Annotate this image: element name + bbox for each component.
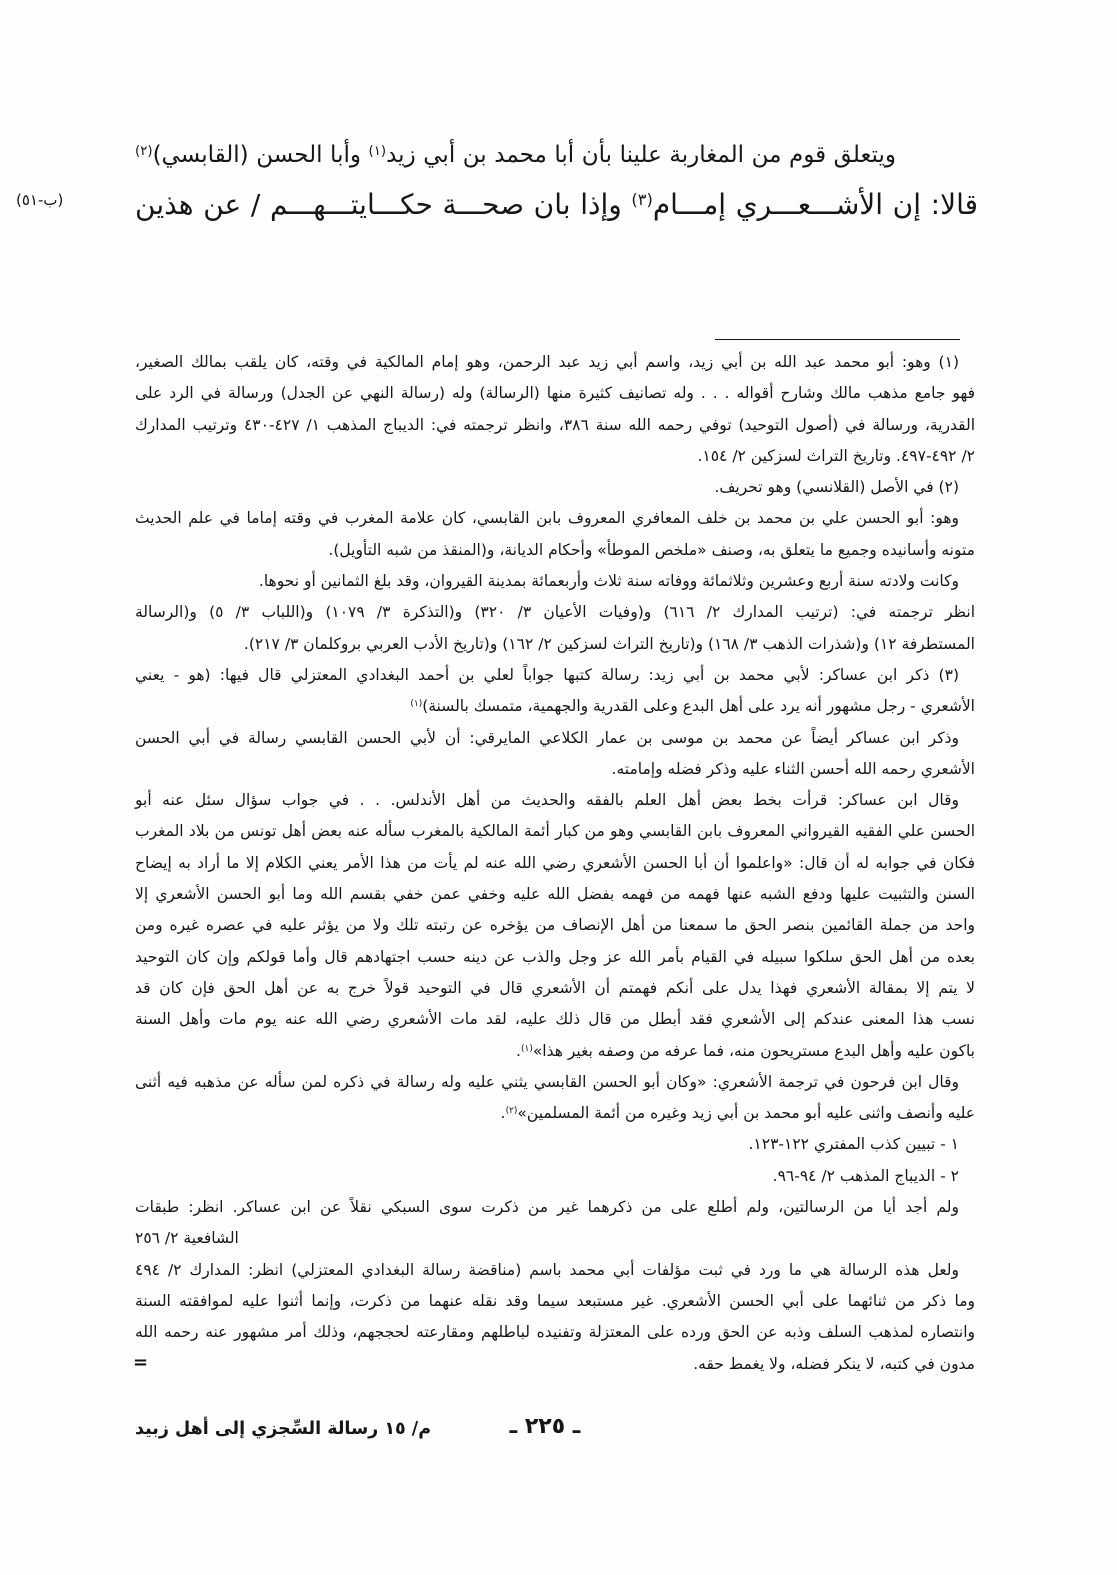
footnote-line: وذكر ابن عساكر أيضاً عن محمد بن موسى بن عمار الكلاعي المايرقي: أن لأبي الحسن القابسي رسالة في أبي الحسن [135,728,959,747]
main-text-segment: ويتعلق قوم من المغاربة علينا بأن أبا محمد بن أبي زيد [386,142,896,168]
footnote-text: . [516,1041,521,1060]
footnote-line: واحد من جملة القائمين بنصر الحق ما سمعنا من أهل الإنصاف من يؤخره عن رتبته تلك ولا من يؤثر عليه في عصره غيره ومن [135,916,975,935]
footnote-line: انظر ترجمته في: (ترتيب المدارك ٢/ ٦١٦) و(وفيات الأعيان ٣/ ٣٢٠) و(التذكرة ٣/ ١٠٧٩) و(اللباب ٣/ ٥) و(الرسالة [135,603,976,622]
footnote-ref-2: (٢) [135,143,153,159]
footnote-line: متونه وأسانيده وجميع ما يتعلق به، وصنف «ملخص الموطأ» وأحكام الديانة، و(المنقذ من شبه التأويل). [328,540,975,559]
footnote-line: السنن والتثبيت عليها ودفع الشبه عنها فهمه من فهمه بفضل الله عليه وخفي عمن خفي بقسم الله وما أبو الحسن الأشعري إلا [135,885,975,904]
footnote-text: عليه وأنصف واثنى عليه أبو محمد بن أبي زيد وغيره من أئمة المسلمين» [517,1104,975,1123]
footnote-line: ١ - تبيين كذب المفتري ١٢٢-١٢٣. [748,1135,959,1154]
footnote-line: فكان في جوابه له أن قال: «واعلموا أن أبا الحسن الأشعري رضي الله عنه لم يأت من هذا الأمر يعني الكلام إلا ما أراد به إيضاح [135,853,975,872]
footnote-ref: (٢) [505,1106,518,1117]
footnote-line [135,1098,975,1129]
footnote-line: وقال ابن فرحون في ترجمة الأشعري: «وكان أبو الحسن القابسي يثني عليه وله رسالة في ذكره لمن سأله عن مذهبه فيه أثنى [135,1072,959,1091]
footnote-line: (٣) ذكر ابن عساكر: لأبي محمد بن أبي زيد: رسالة كتبها جواباً لعلي بن أحمد البغدادي المعتزلي قال فيها: (هو - يعني [135,665,959,684]
footnote-line: المستطرفة ١٢) و(شذرات الذهب ٣/ ١٦٨) و(تاريخ التراث لسزكين ٢/ ١٦٢) و(تاريخ الأدب العربي بروكلمان ٣/ ٢١٧). [243,634,975,653]
footnote-line: وقال ابن عساكر: قرأت بخط بعض أهل العلم بالفقه والحديث من أهل الأندلس. . . في جواب سؤال سئل عنه أبو [135,791,959,810]
footnote-line [135,1036,975,1067]
footnote-line: الشافعية ٢/ ٢٥٦ [135,1229,239,1248]
footnote-text: . [500,1104,506,1123]
footnote-line: وانتصاره لمذهب السلف وذبه عن الحق ورده على المعتزلة وتفنيده لباطلهم ومقارعته لحججهم، وذلك أمر مشهور عنه رحمه الله [135,1323,975,1342]
footnote-line: وما ذكر من ثنائهما على أبي الحسن الأشعري. غير مستبعد سيما وقد نقله عنهما من ذكرت، وإنما أثنوا عليه لموافقته السنة [135,1291,975,1310]
main-text-line-2 [135,180,978,230]
page-number: ـ ٢٢٥ ـ [509,1414,581,1439]
footnote-ref: (١) [410,699,423,710]
footnote-line: وكانت ولادته سنة أربع وعشرين وثلاثمائة ووفاته سنة ثلاث وأربعمائة بمدينة القيروان، وقد بلغ الثمانين أو نحوها. [258,572,959,591]
footnote-line: (٢) في الأصل (القلانسي) وهو تحريف. [714,478,959,497]
footnote-ref-3: (٣) [631,190,653,210]
footnote-line [135,691,975,722]
footnote-ref-1: (١) [368,143,387,159]
footnote-line: الحسن علي الفقيه القيرواني المعروف بابن القابسي وهو من كبار أئمة المالكية بالمغرب سأله عنه بعض أهل تونس من بلاد المغرب [135,822,975,841]
main-text-segment: وأبا الحسن (القابسي) [152,142,369,168]
continuation-mark: = [133,1352,149,1373]
footnote-line: وهو: أبو الحسن علي بن محمد بن خلف المعافري المعروف بابن القابسي، كان علامة المغرب في وقته إماما في علم الحديث [135,509,959,528]
main-text-line-1 [135,130,978,180]
main-text-segment: وإذا بان صحـــة حكـــايتـــهـــم / عن هذين [135,188,632,221]
footnote-line: فهو جامع مذهب مالك وشارح أقواله . . . وله تصانيف كثيرة منها (الرسالة) وله (رسالة النهي عن الجدل) ورسالة في الرد على [135,384,975,403]
footnote-line: لا يتم إلا بمقالة الأشعري فهذا يدل على أنكم فهمتم أن الأشعري قال في التوحيد قولاً خرج به عن أهل الحق فإن كان قد [135,978,975,997]
main-text-segment: قالا: إن الأشـــعـــري إمـــام [652,188,978,221]
footnote-line: ولم أجد أيا من الرسالتين، ولم أطلع على من ذكرهما غير من ذكرت سوى السبكي نقلاً عن ابن عساكر. انظر: طبقات [135,1198,959,1217]
footnote-line: مدون في كتبه، لا ينكر فضله، ولا يغمط حقه. [693,1354,975,1373]
running-title: م/ ١٥ رسالة السِّجزي إلى أهل زبيد [135,1419,432,1439]
footnote-text: الأشعري - رجل مشهور أنه يرد على أهل البدع وعلى القدرية والجهمية، متمسك بالسنة) [422,697,975,716]
footnote-line: القدرية، ورسالة في (أصول التوحيد) توفي رحمه الله سنة ٣٨٦، وانظر ترجمته في: الديباج المذهب ١/ ٤٢٧-٤٣٠ وترتيب المدارك [135,415,975,434]
footnote-ref: (١) [520,1043,533,1054]
footnote-line: الأشعري رحمه الله أحسن الثناء عليه وذكر فضله وإمامته. [611,759,975,778]
manuscript-folio-note: (٥١-ب) [16,191,64,209]
footnote-text: باكون عليه وأهل البدع مستريحون منه، فما عرفه من وصفه بغير هذا» [532,1041,975,1060]
footnote-separator [715,339,960,340]
footnote-line: ولعل هذه الرسالة هي ما ورد في ثبت مؤلفات أبي محمد باسم (مناقضة رسالة البغدادي المعتزلي) انظر: المدارك ٢/ ٤٩٤ [135,1260,959,1279]
footnote-line: ٢/ ٤٩٢-٤٩٧. وتاريخ التراث لسزكين ٢/ ١٥٤. [697,446,975,465]
footnote-line: نسب هذا المعنى عندكم إلى الأشعري فقد أبطل من قال ذلك عليه، لقد مات الأشعري رضي الله عنه يوم مات وأهل السنة [135,1010,975,1029]
footnote-line: (١) وهو: أبو محمد عبد الله بن أبي زيد، واسم أبي زيد عبد الرحمن، وهو إمام المالكية في وقته، كان يلقب بمالك الصغير، [135,353,959,371]
footnotes [135,347,975,1380]
footnote-line: بعده من أهل الحق سلكوا سبيله في القيام بأمر الله عز وجل والذب عن دينه حسب اجتهادهم قال وأما قولكم وإن كان التوحيد [135,947,975,966]
footnote-line: ٢ - الديباج المذهب ٢/ ٩٤-٩٦. [772,1166,959,1185]
